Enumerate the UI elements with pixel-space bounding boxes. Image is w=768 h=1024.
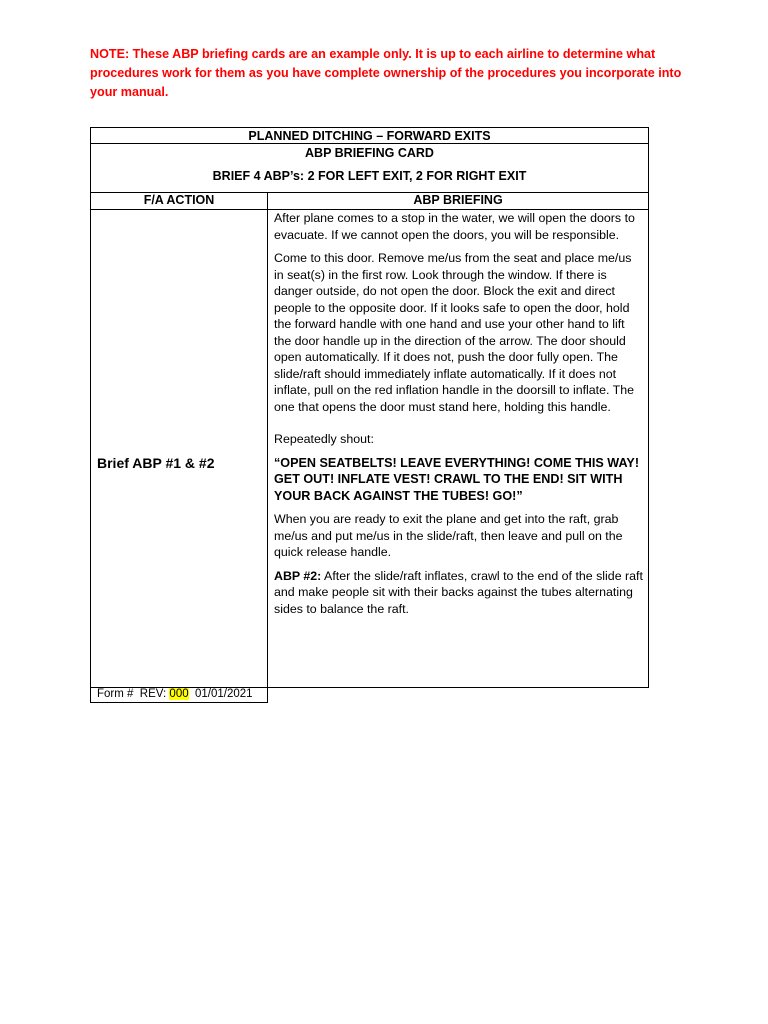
- footer-spacer: [268, 688, 649, 703]
- card-subheader: [91, 144, 649, 193]
- brief-instruction: BRIEF 4 ABP’s: 2 FOR LEFT EXIT, 2 FOR RIGHT EXIT: [212, 169, 527, 183]
- fa-action-cell: [91, 210, 268, 688]
- form-footer: [91, 688, 268, 703]
- disclaimer-note: NOTE: These ABP briefing cards are an example only. It is up to each airline to determine what procedures work for them as you have complete ownership of the procedures you incorporate into your manual.: [90, 47, 682, 99]
- revision-number: 000: [169, 688, 189, 700]
- revision-date: 01/01/2021: [188, 688, 253, 700]
- briefing-abp2: [274, 568, 643, 618]
- abp-briefing-card: [90, 127, 649, 703]
- briefing-intro: After plane comes to a stop in the water, we will open the doors to evacuate. If we cannot open the doors, you will be responsible.: [274, 211, 635, 242]
- abp2-text: After the slide/raft inflates, crawl to the end of the slide raft and make people sit with their backs against the tubes alternating sides to balance the raft.: [274, 568, 643, 616]
- briefing-shout-commands: “OPEN SEATBELTS! LEAVE EVERYTHING! COME THIS WAY! GET OUT! INFLATE VEST! CRAWL TO THE END! SIT WITH YOUR BACK AGAINST THE TUBES! GO!”: [274, 455, 640, 503]
- abp-briefing-cell: [268, 210, 649, 688]
- brief-abp-label: Brief ABP #1 & #2: [97, 454, 215, 471]
- card-title: PLANNED DITCHING – FORWARD EXITS: [91, 128, 649, 144]
- column-header-abp-briefing: ABP BRIEFING: [268, 193, 649, 210]
- form-number-label: Form # REV:: [97, 688, 170, 700]
- column-header-fa-action: F/A ACTION: [91, 193, 268, 210]
- briefing-door-procedure: Come to this door. Remove me/us from the seat and place me/us in seat(s) in the first row. Look through the window. If there is danger outside, do not open the door. Block the exit and direct people to the opposite door. If it looks safe to open the door, hold the forward handle with one hand and use your other hand to lift the door handle up in the direction of the arrow. The door should open automatically. If it does not, push the door fully open. The slide/raft should immediately inflate automatically. If it does not inflate, pull on the red inflation handle in the doorsill to inflate. The one that opens the door must stand here, holding this handle.: [274, 251, 635, 414]
- abp2-label: ABP #2:: [274, 568, 322, 583]
- briefing-shout-label: Repeatedly shout:: [274, 432, 374, 446]
- card-subtitle: ABP BRIEFING CARD: [305, 146, 434, 160]
- briefing-exit-instructions: When you are ready to exit the plane and get into the raft, grab me/us and put me/us in the slide/raft, then leave and pull on the quick release handle.: [274, 512, 623, 559]
